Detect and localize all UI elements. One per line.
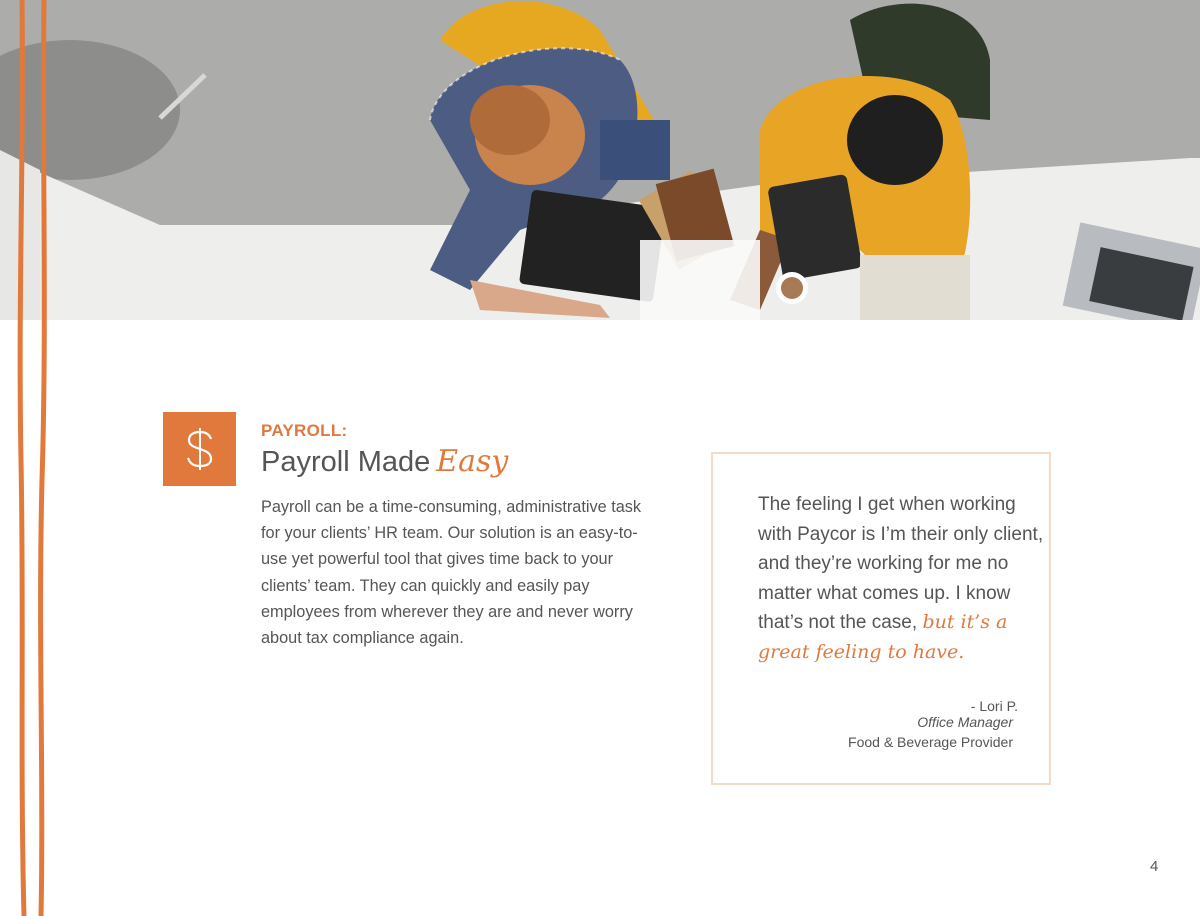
orange-ribbon-decoration	[14, 0, 54, 916]
testimonial-author: - Lori P.	[970, 698, 1018, 714]
section-title	[261, 444, 508, 479]
testimonial-quote-plain: The feeling I get when working with Paycor is I’m their only client, and they’re working for me no matter what comes up. I know that’s not the case,	[758, 494, 1044, 633]
testimonial-quote	[758, 490, 1048, 667]
hero-photo	[0, 0, 1200, 320]
testimonial-quote-script: but it’s a great feeling to have.	[758, 611, 1008, 663]
payroll-icon-box	[163, 412, 236, 486]
page-number: 4	[1150, 858, 1159, 875]
hero-illustration	[0, 0, 1200, 320]
section-title-plain: Payroll Made	[261, 446, 431, 478]
section-title-script: Easy	[436, 444, 509, 479]
testimonial-company: Food & Beverage Provider	[848, 734, 1013, 750]
testimonial-role: Office Manager	[917, 714, 1013, 730]
dollar-sign-icon	[180, 424, 220, 474]
section-body: Payroll can be a time-consuming, administrative task for your clients’ HR team. Our solution is an easy-to-use yet powerful tool that gives time back to your clients’ team. They can quickly and easily pay employees from wherever they are and never worry about tax compliance again.	[261, 498, 642, 648]
section-eyebrow: PAYROLL:	[261, 421, 348, 440]
